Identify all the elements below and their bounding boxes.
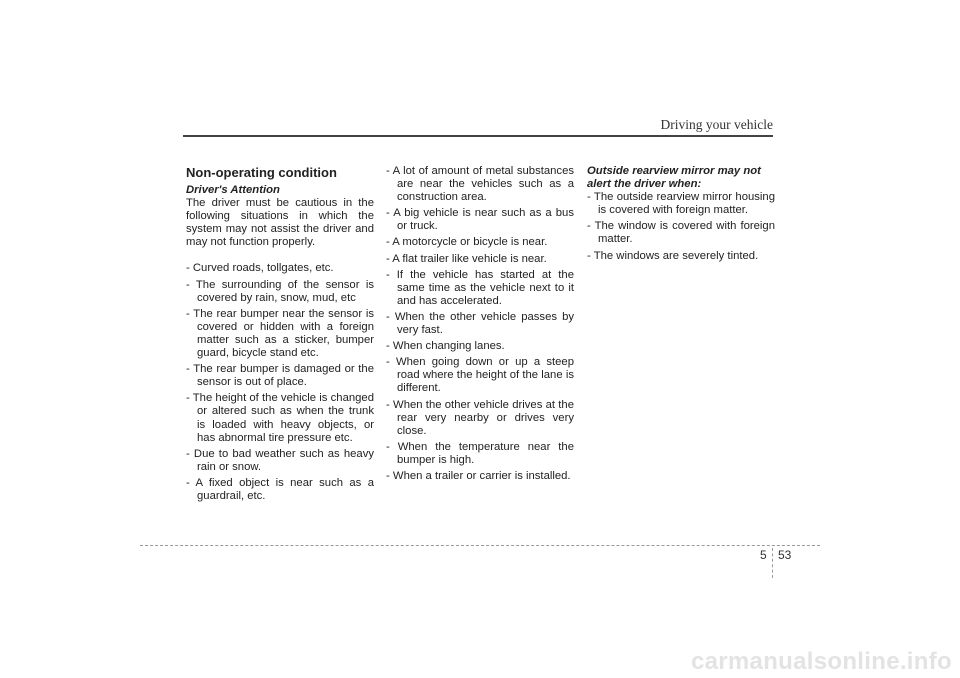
section-title: Non-operating condition: [186, 165, 337, 180]
drivers-attention-subtitle: Driver's Attention: [186, 184, 280, 196]
condition-list-1: [186, 262, 374, 503]
list-item: - Due to bad weather such as heavy rain or snow.: [186, 447, 374, 473]
list-item: - A lot of amount of metal substances are near the vehicles such as a construction area.: [386, 165, 574, 204]
condition-list-2: [386, 165, 574, 483]
column-1: [186, 165, 374, 506]
column-3: [587, 165, 775, 266]
header-rule: [183, 135, 773, 137]
list-item: - A big vehicle is near such as a bus or truck.: [386, 207, 574, 233]
list-item: - When going down or up a steep road where the height of the lane is different.: [386, 356, 574, 395]
list-item: - When a trailer or carrier is installed.: [386, 469, 571, 482]
list-item: - The height of the vehicle is changed or altered such as when the trunk is loaded with heavy objects, or has abnormal tire pressure etc.: [186, 392, 374, 444]
intro-paragraph: The driver must be cautious in the following situations in which the system may not assist the driver and may not function properly.: [186, 197, 374, 249]
list-item: - The window is covered with foreign matter.: [587, 220, 775, 246]
watermark: carmanualsonline.info: [690, 648, 952, 675]
list-item: - A fixed object is near such as a guardrail, etc.: [186, 476, 374, 502]
list-item: - When the temperature near the bumper is high.: [386, 440, 574, 466]
column-2: [386, 165, 574, 486]
list-item: - The outside rearview mirror housing is covered with foreign matter.: [587, 191, 775, 217]
chapter-number: 5: [760, 548, 767, 562]
list-item: - When changing lanes.: [386, 340, 505, 353]
mirror-subtitle: Outside rearview mirror may not alert the driver when:: [587, 165, 761, 191]
list-item: - The rear bumper near the sensor is covered or hidden with a foreign matter such as a sticker, bumper guard, bicycle stand etc.: [186, 307, 374, 360]
list-item: - When the other vehicle passes by very fast.: [386, 310, 574, 337]
page-number: 53: [778, 548, 792, 562]
list-item: - Curved roads, tollgates, etc.: [186, 262, 334, 275]
list-item: - The rear bumper is damaged or the sensor is out of place.: [186, 363, 374, 389]
list-item: - If the vehicle has started at the same time as the vehicle next to it and has accelerated.: [386, 268, 574, 307]
list-item: - When the other vehicle drives at the rear very nearby or drives very close.: [386, 398, 574, 437]
page-number-divider: [772, 548, 773, 578]
header-title: Driving your vehicle: [660, 117, 773, 132]
list-item: - The windows are severely tinted.: [587, 249, 759, 262]
footer-rule: [140, 545, 820, 546]
list-item: - A flat trailer like vehicle is near.: [386, 252, 547, 265]
mirror-condition-list: [587, 191, 775, 262]
list-item: - The surrounding of the sensor is covered by rain, snow, mud, etc: [186, 278, 374, 304]
list-item: - A motorcycle or bicycle is near.: [386, 236, 548, 249]
